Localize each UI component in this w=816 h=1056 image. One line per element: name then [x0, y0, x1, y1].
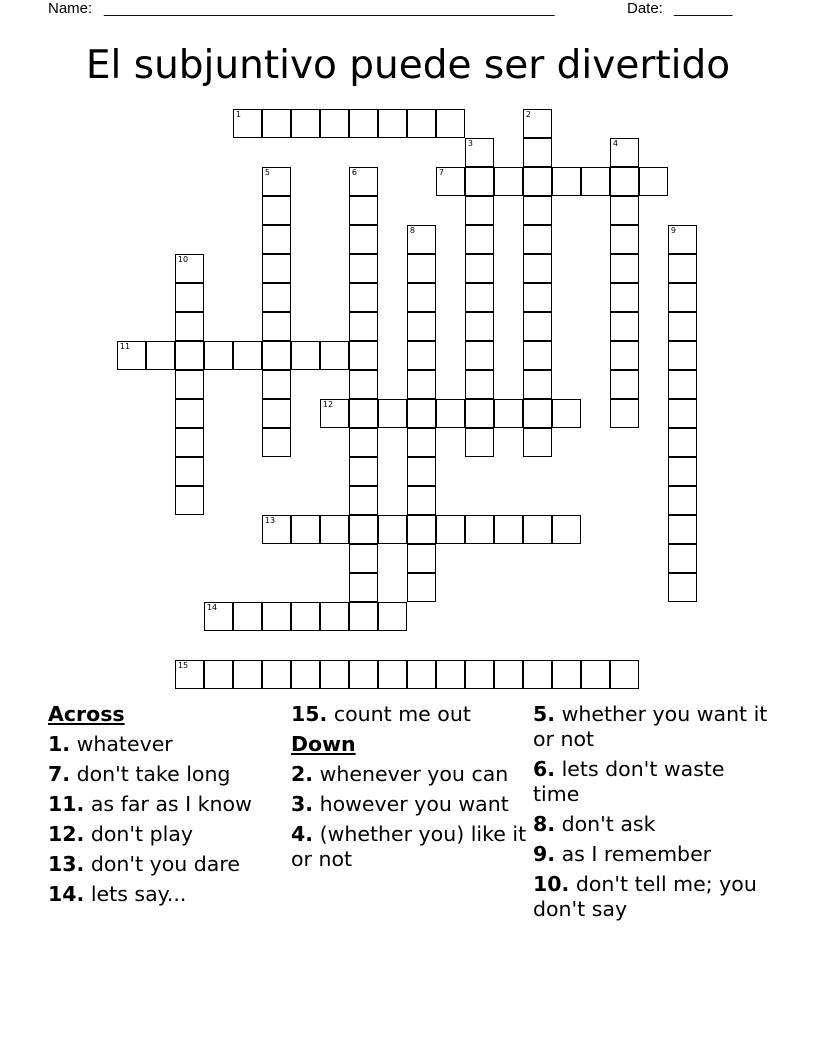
date-line[interactable]: _______	[674, 0, 733, 17]
grid-cell[interactable]	[349, 457, 378, 486]
grid-cell[interactable]	[262, 225, 291, 254]
grid-cell[interactable]	[523, 109, 552, 138]
clue-number: 1	[235, 110, 241, 120]
grid-cell[interactable]	[610, 138, 639, 167]
clues-column-3	[533, 702, 769, 927]
grid-cell[interactable]	[378, 109, 407, 138]
grid-cell[interactable]	[552, 399, 581, 428]
grid-cell[interactable]	[610, 312, 639, 341]
grid-cell[interactable]	[291, 341, 320, 370]
grid-cell[interactable]	[610, 167, 639, 196]
grid-cell[interactable]	[407, 312, 436, 341]
grid-cell[interactable]	[320, 660, 349, 689]
grid-cell[interactable]	[320, 602, 349, 631]
grid-cell[interactable]	[407, 399, 436, 428]
grid-cell[interactable]	[349, 196, 378, 225]
grid-cell[interactable]	[523, 428, 552, 457]
grid-cell[interactable]	[262, 370, 291, 399]
grid-cell[interactable]	[523, 399, 552, 428]
clue-across-12: 12. don't play	[48, 822, 193, 846]
grid-cell[interactable]	[668, 428, 697, 457]
grid-cell[interactable]	[668, 457, 697, 486]
grid-cell[interactable]	[262, 399, 291, 428]
grid-cell[interactable]	[523, 196, 552, 225]
grid-cell[interactable]	[407, 109, 436, 138]
grid-cell[interactable]	[523, 254, 552, 283]
grid-cell[interactable]	[523, 341, 552, 370]
grid-cell[interactable]	[204, 602, 233, 631]
clues-column-1	[48, 702, 284, 912]
grid-cell[interactable]	[523, 225, 552, 254]
grid-cell[interactable]	[262, 341, 291, 370]
clue-down-2: 2. whenever you can	[291, 762, 509, 786]
grid-cell[interactable]	[494, 167, 523, 196]
clue-number: 13	[264, 516, 276, 526]
grid-cell[interactable]	[407, 283, 436, 312]
grid-cell[interactable]	[349, 109, 378, 138]
grid-cell[interactable]	[349, 544, 378, 573]
grid-cell[interactable]	[610, 660, 639, 689]
clue-number: 8	[409, 226, 415, 236]
grid-cell[interactable]	[465, 399, 494, 428]
grid-cell[interactable]	[378, 399, 407, 428]
grid-cell[interactable]	[349, 225, 378, 254]
grid-cell[interactable]	[523, 138, 552, 167]
clue-number: 6	[351, 168, 357, 178]
grid-cell[interactable]	[407, 370, 436, 399]
grid-cell[interactable]	[668, 399, 697, 428]
grid-cell[interactable]	[320, 341, 349, 370]
grid-cell[interactable]	[233, 660, 262, 689]
grid-cell[interactable]	[668, 573, 697, 602]
grid-cell[interactable]	[175, 457, 204, 486]
grid-cell[interactable]	[349, 283, 378, 312]
grid-cell[interactable]	[291, 660, 320, 689]
clue-number: 15	[177, 661, 189, 671]
grid-cell[interactable]	[552, 167, 581, 196]
grid-cell[interactable]	[233, 341, 262, 370]
clue-down-8: 8. don't ask	[533, 812, 656, 836]
grid-cell[interactable]	[320, 515, 349, 544]
grid-cell[interactable]	[262, 167, 291, 196]
clue-down-6: 6. lets don't waste time	[533, 757, 725, 806]
grid-cell[interactable]	[349, 167, 378, 196]
grid-cell[interactable]	[378, 602, 407, 631]
clue-number: 10	[177, 255, 189, 265]
clue-number: 4	[612, 139, 618, 149]
grid-cell[interactable]	[349, 341, 378, 370]
grid-cell[interactable]	[175, 370, 204, 399]
grid-cell[interactable]	[407, 660, 436, 689]
grid-cell[interactable]	[436, 167, 465, 196]
clue-number: 7	[438, 168, 444, 178]
grid-cell[interactable]	[146, 341, 175, 370]
grid-cell[interactable]	[465, 341, 494, 370]
grid-cell[interactable]	[378, 660, 407, 689]
grid-cell[interactable]	[465, 312, 494, 341]
grid-cell[interactable]	[610, 283, 639, 312]
grid-cell[interactable]	[349, 399, 378, 428]
grid-cell[interactable]	[175, 428, 204, 457]
clue-across-1: 1. whatever	[48, 732, 173, 756]
grid-cell[interactable]	[465, 283, 494, 312]
clue-across-11: 11. as far as I know	[48, 792, 252, 816]
grid-cell[interactable]	[233, 602, 262, 631]
clue-number: 3	[467, 139, 473, 149]
clue-down-9: 9. as I remember	[533, 842, 712, 866]
grid-cell[interactable]	[262, 109, 291, 138]
grid-cell[interactable]	[668, 486, 697, 515]
grid-cell[interactable]	[523, 283, 552, 312]
grid-cell[interactable]	[523, 167, 552, 196]
grid-cell[interactable]	[668, 544, 697, 573]
grid-cell[interactable]	[233, 109, 262, 138]
grid-cell[interactable]	[349, 573, 378, 602]
grid-cell[interactable]	[465, 138, 494, 167]
grid-cell[interactable]	[349, 660, 378, 689]
grid-cell[interactable]	[523, 370, 552, 399]
grid-cell[interactable]	[610, 196, 639, 225]
grid-cell[interactable]	[668, 254, 697, 283]
grid-cell[interactable]	[610, 399, 639, 428]
grid-cell[interactable]	[175, 312, 204, 341]
grid-cell[interactable]	[610, 225, 639, 254]
grid-cell[interactable]	[494, 515, 523, 544]
page-title: El subjuntivo puede ser divertido	[85, 43, 731, 88]
grid-cell[interactable]	[465, 370, 494, 399]
clue-number: 9	[670, 226, 676, 236]
grid-cell[interactable]	[262, 602, 291, 631]
grid-cell[interactable]	[117, 341, 146, 370]
grid-cell[interactable]	[523, 660, 552, 689]
clue-across-14: 14. lets say...	[48, 882, 187, 906]
grid-cell[interactable]	[291, 602, 320, 631]
grid-cell[interactable]	[349, 602, 378, 631]
grid-cell[interactable]	[349, 254, 378, 283]
grid-cell[interactable]	[320, 109, 349, 138]
grid-cell[interactable]	[465, 428, 494, 457]
clue-number: 11	[119, 342, 131, 352]
clue-down-10: 10. don't tell me; you don't say	[533, 872, 757, 921]
grid-cell[interactable]	[349, 312, 378, 341]
date-label: Date:	[627, 0, 663, 17]
grid-cell[interactable]	[436, 660, 465, 689]
grid-cell[interactable]	[523, 312, 552, 341]
grid-cell[interactable]	[320, 399, 349, 428]
grid-cell[interactable]	[378, 515, 407, 544]
name-line[interactable]: ______________________________________________________	[104, 0, 555, 17]
grid-cell[interactable]	[407, 544, 436, 573]
grid-cell[interactable]	[407, 341, 436, 370]
grid-cell[interactable]	[407, 225, 436, 254]
grid-cell[interactable]	[494, 660, 523, 689]
across-heading: Across	[48, 702, 125, 726]
clue-across-15: 15. count me out	[291, 702, 471, 726]
clue-down-5: 5. whether you want it or not	[533, 702, 768, 751]
grid-cell[interactable]	[581, 660, 610, 689]
grid-cell[interactable]	[436, 515, 465, 544]
clue-number: 12	[322, 400, 334, 410]
grid-cell[interactable]	[552, 660, 581, 689]
grid-cell[interactable]	[204, 341, 233, 370]
grid-cell[interactable]	[175, 254, 204, 283]
grid-cell[interactable]	[552, 515, 581, 544]
grid-cell[interactable]	[581, 167, 610, 196]
grid-cell[interactable]	[175, 341, 204, 370]
grid-cell[interactable]	[523, 515, 552, 544]
grid-cell[interactable]	[668, 225, 697, 254]
clue-across-7: 7. don't take long	[48, 762, 231, 786]
grid-cell[interactable]	[262, 660, 291, 689]
grid-cell[interactable]	[668, 312, 697, 341]
clues-column-2	[291, 702, 527, 877]
grid-cell[interactable]	[291, 109, 320, 138]
grid-cell[interactable]	[494, 399, 523, 428]
grid-cell[interactable]	[610, 370, 639, 399]
grid-cell[interactable]	[262, 254, 291, 283]
grid-cell[interactable]	[668, 370, 697, 399]
grid-cell[interactable]	[262, 428, 291, 457]
grid-cell[interactable]	[204, 660, 233, 689]
grid-cell[interactable]	[407, 254, 436, 283]
grid-cell[interactable]	[175, 660, 204, 689]
grid-cell[interactable]	[349, 370, 378, 399]
clue-down-4: 4. (whether you) like it or not	[291, 822, 527, 871]
grid-cell[interactable]	[407, 457, 436, 486]
grid-cell[interactable]	[349, 486, 378, 515]
down-heading: Down	[291, 732, 356, 756]
grid-cell[interactable]	[610, 341, 639, 370]
grid-cell[interactable]	[668, 515, 697, 544]
grid-cell[interactable]	[436, 399, 465, 428]
grid-cell[interactable]	[436, 109, 465, 138]
grid-cell[interactable]	[407, 428, 436, 457]
clue-number: 5	[264, 168, 270, 178]
grid-cell[interactable]	[407, 486, 436, 515]
grid-cell[interactable]	[349, 428, 378, 457]
grid-cell[interactable]	[465, 515, 494, 544]
grid-cell[interactable]	[262, 515, 291, 544]
grid-cell[interactable]	[175, 283, 204, 312]
grid-cell[interactable]	[639, 167, 668, 196]
grid-cell[interactable]	[262, 312, 291, 341]
grid-cell[interactable]	[175, 486, 204, 515]
clue-across-13: 13. don't you dare	[48, 852, 240, 876]
clue-number: 2	[525, 110, 531, 120]
grid-cell[interactable]	[668, 341, 697, 370]
grid-cell[interactable]	[407, 515, 436, 544]
clue-down-3: 3. however you want	[291, 792, 509, 816]
grid-cell[interactable]	[668, 283, 697, 312]
grid-cell[interactable]	[465, 225, 494, 254]
grid-cell[interactable]	[465, 660, 494, 689]
grid-cell[interactable]	[465, 196, 494, 225]
grid-cell[interactable]	[610, 254, 639, 283]
grid-cell[interactable]	[349, 515, 378, 544]
grid-cell[interactable]	[262, 283, 291, 312]
name-label: Name:	[48, 0, 93, 17]
grid-cell[interactable]	[291, 515, 320, 544]
grid-cell[interactable]	[465, 254, 494, 283]
grid-cell[interactable]	[262, 196, 291, 225]
grid-cell[interactable]	[175, 399, 204, 428]
grid-cell[interactable]	[407, 573, 436, 602]
clue-number: 14	[206, 603, 218, 613]
grid-cell[interactable]	[465, 167, 494, 196]
